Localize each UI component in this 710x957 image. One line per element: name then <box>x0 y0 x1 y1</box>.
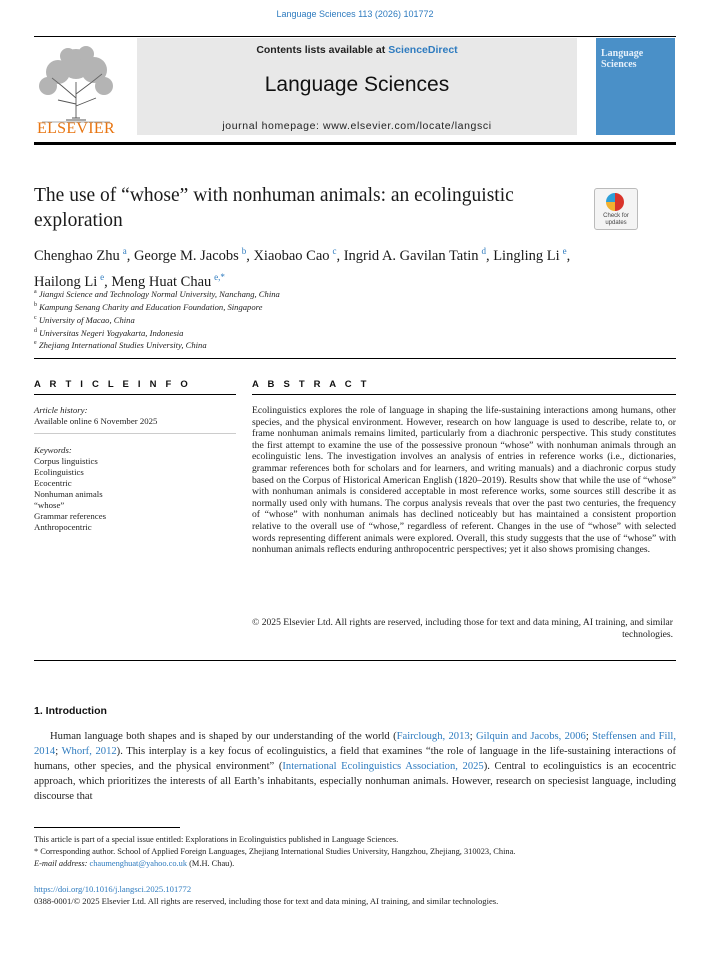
author-name[interactable]: Xiaobao Cao <box>253 247 330 264</box>
article-info-heading: A R T I C L E I N F O <box>34 379 191 390</box>
intro-text: ; <box>585 731 593 742</box>
intro-text: ). This interplay is a key focus of ecolinguistics, a field that examines “the role of language in the life-sustaining interactions of humans, other species, and the physical environment” ( <box>34 746 677 772</box>
affiliation-marker: b <box>34 301 37 308</box>
citation-link[interactable]: Steffensen and Fill, 2014 <box>34 731 676 757</box>
homepage-prefix: journal homepage: <box>222 120 324 132</box>
email-suffix: (M.H. Chau). <box>187 859 235 868</box>
keywords-label: Keywords: <box>34 445 72 455</box>
author-affiliation-marker[interactable]: d <box>481 246 486 256</box>
author-affiliation-marker[interactable]: c <box>332 246 337 256</box>
history-value: Available online 6 November 2025 <box>34 416 158 426</box>
article-title: The use of “whose” with nonhuman animals: an ecolinguistic exploration <box>34 185 514 231</box>
journal-title[interactable]: Language Sciences <box>264 73 450 96</box>
email-label: E-mail address: <box>34 859 90 868</box>
check-updates-label: Check for updates <box>603 213 629 226</box>
intro-text: ; <box>469 731 476 742</box>
intro-text: Human language both shapes and is shaped by our understanding of the world ( <box>50 731 397 742</box>
affiliation-text: Universitas Negeri Yogyakarta, Indonesia <box>37 327 184 338</box>
divider <box>34 358 676 359</box>
affiliation-text: Zhejiang International Studies University, China <box>36 340 207 351</box>
sciencedirect-link[interactable]: ScienceDirect <box>388 44 458 56</box>
header-rule-top <box>34 36 676 37</box>
citation-link[interactable]: International Ecolinguistics Association, 2025 <box>282 761 484 772</box>
footnote-rule <box>34 827 180 828</box>
keyword-item: Anthropocentric <box>34 522 92 532</box>
publisher-wordmark[interactable]: ELSEVIER <box>37 120 115 137</box>
author-affiliation-marker[interactable]: e <box>100 271 105 282</box>
doi-link[interactable]: https://doi.org/10.1016/j.langsci.2025.101772 <box>34 884 192 894</box>
citation-line[interactable]: Language Sciences 113 (2026) 101772 <box>276 9 434 19</box>
intro-text: ). Central to ecolinguistics is an ecocentric approach, which prioritizes the interests of all Earth’s inhabitants, especially nonhuman animals. However, research on speciesist language, including discourse that <box>34 761 676 802</box>
affiliation-text: Jiangxi Science and Technology Normal University, Nanchang, China <box>36 288 280 299</box>
homepage-url[interactable]: www.elsevier.com/locate/langsci <box>323 120 492 132</box>
section-heading-introduction: 1. Introduction <box>34 705 107 717</box>
author-affiliation-marker[interactable]: e <box>562 246 567 256</box>
author-name[interactable]: Chenghao Zhu <box>34 247 120 264</box>
divider <box>34 394 236 395</box>
abstract-heading: A B S T R A C T <box>252 379 370 390</box>
affiliation-item <box>34 313 634 326</box>
contents-prefix: Contents lists available at <box>256 44 389 56</box>
intro-paragraph <box>34 729 676 804</box>
author-name[interactable]: Ingrid A. Gavilan Tatin <box>343 247 479 264</box>
footnotes <box>34 834 676 870</box>
abstract-copyright: © 2025 Elsevier Ltd. All rights are reserved, including those for text and data mining, AI training, and similar technologies. <box>252 617 673 640</box>
citation-link[interactable]: Gilquin and Jacobs, 2006 <box>476 731 586 742</box>
keyword-item: Nonhuman animals <box>34 489 103 499</box>
keyword-item: Ecocentric <box>34 478 72 488</box>
affiliation-item <box>34 326 634 339</box>
author-name[interactable]: Hailong Li <box>34 273 98 290</box>
contents-line <box>137 44 577 56</box>
check-updates-icon <box>606 193 624 211</box>
abstract-text: Ecolinguistics explores the role of language in shaping the life-sustaining interactions among humans, other species, and the physical environment. However, research on how language is used to describe, relate to, or frame nonhuman animals remains limited, particularly from a diachronic perspective. This study constitutes the first attempt to examine the use of the possessive pronoun “whose” with nonhuman animals through an ecolinguistic lens. The investigation involves an analysis of entries in reference works (i.e., dictionaries, grammar references both for scholars and for learners, and writing manuals) and a diachronic corpus study based on the Corpus of Historical American English (1820–2019). Results show that while the use of “whose” with nonhuman animals is considered acceptable in most reference works, some sources still describe it as normally used only with humans. The corpus analysis reveals that over the past two centuries, the frequency of “whose” with nonhuman animals has declined noticeably but has maintained a consistent proportion relative to the overall use of “whose,” regardless of referent. Changes in the use of “whose” with selected words representing different animals were explored. Overall, this study suggests that the use of “whose” with nonhuman animals reflects enduring anthropocentric perspectives; yet it also shows promising changes. <box>252 405 676 556</box>
author-name[interactable]: George M. Jacobs <box>133 247 239 264</box>
citation-link[interactable]: Whorf, 2012 <box>61 746 117 757</box>
cover-title: Language Sciences <box>601 48 644 70</box>
affiliation-marker: c <box>34 314 37 321</box>
affiliation-item <box>34 300 634 313</box>
keyword-item: Grammar references <box>34 511 107 521</box>
divider <box>252 394 676 395</box>
journal-homepage <box>137 120 577 132</box>
email-line <box>34 858 676 870</box>
affiliation-list <box>34 287 634 351</box>
keyword-item: Ecolinguistics <box>34 467 84 477</box>
affiliation-item <box>34 287 634 300</box>
header-rule-bottom <box>34 142 676 145</box>
keyword-list <box>34 456 106 533</box>
keyword-item: Corpus linguistics <box>34 456 98 466</box>
special-issue-note: This article is part of a special issue entitled: Explorations in Ecolinguistics published in Language Sciences. <box>34 835 399 844</box>
keyword-item: “whose” <box>34 500 65 510</box>
affiliation-marker: d <box>34 327 37 334</box>
email-link[interactable]: chaumenghuat@yahoo.co.uk <box>89 859 188 868</box>
issn-line: 0388-0001/© 2025 Elsevier Ltd. All rights are reserved, including those for text and data mining, AI training, and similar technologies. <box>34 896 499 906</box>
author-affiliation-marker[interactable]: b <box>241 246 247 256</box>
author-affiliation-marker[interactable]: a <box>122 246 127 256</box>
author-name[interactable]: Meng Huat Chau <box>111 273 212 290</box>
affiliation-text: University of Macao, China <box>36 314 135 325</box>
author-affiliation-marker[interactable]: e,* <box>214 271 225 282</box>
author-list: Chenghao Zhu $^a$, George M. Jacobs $^b$, Xiaobao Cao $^c$, Ingrid A. Gavilan Tatin $^d$, Lingling Li $^e$, Hailong Li $^e$, Meng Huat Chau $^{e,*}$ <box>34 246 571 290</box>
affiliation-marker: a <box>34 289 37 295</box>
affiliation-marker: e <box>34 340 37 347</box>
citation-link[interactable]: Fairclough, 2013 <box>396 731 470 742</box>
affiliation-item <box>34 338 634 351</box>
affiliation-text: Kampung Senang Charity and Education Foundation, Singapore <box>37 301 263 312</box>
intro-text: ; <box>55 746 62 757</box>
divider <box>34 660 676 661</box>
divider <box>34 433 236 434</box>
author-name[interactable]: Lingling Li <box>493 247 560 264</box>
history-label: Article history: <box>34 405 88 415</box>
corresponding-author-note: * Corresponding author. School of Applied Foreign Languages, Zhejiang International Studies University, Hangzhou, Zhejiang, 310023, China. <box>34 847 516 856</box>
